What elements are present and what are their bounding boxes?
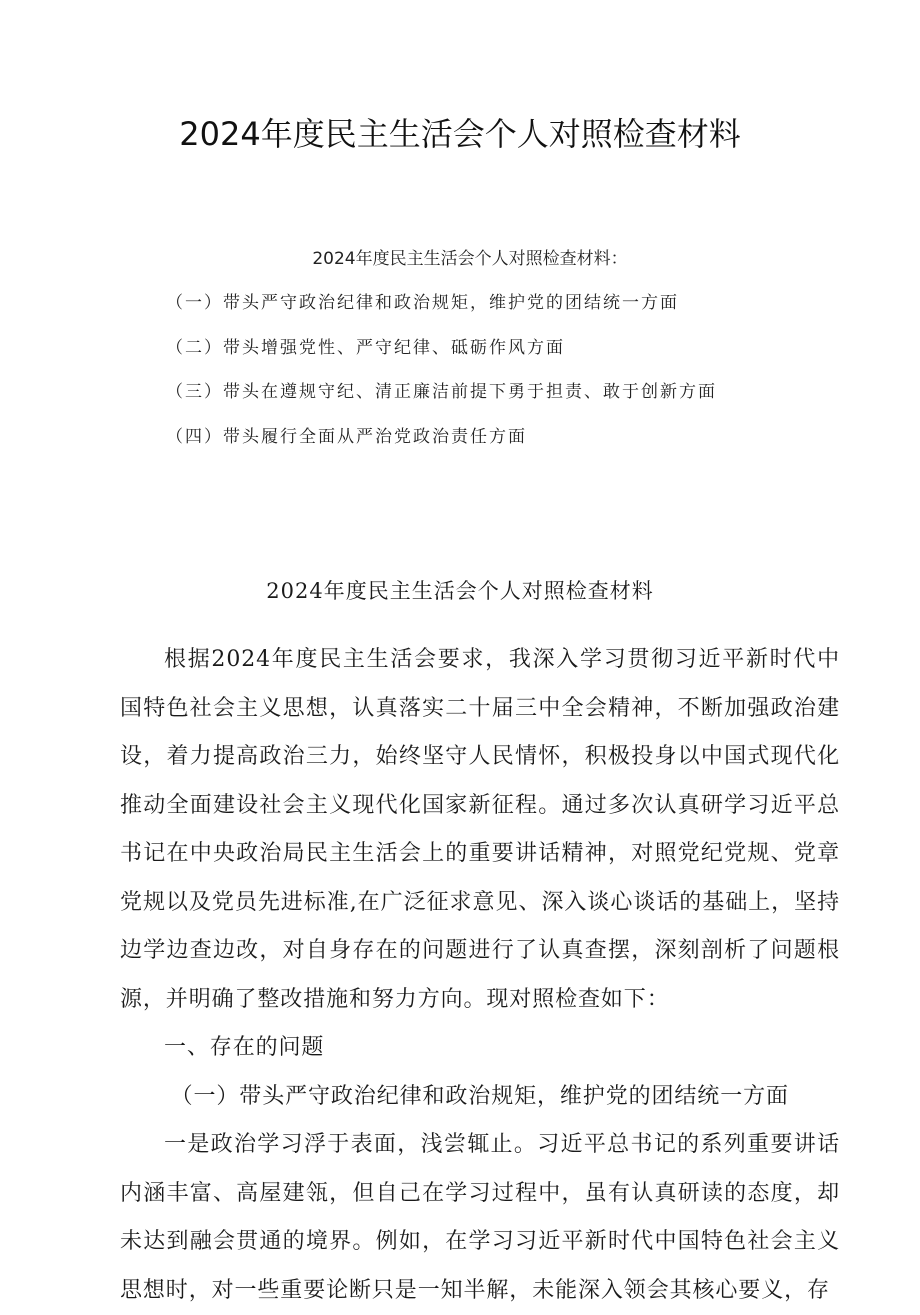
subsection-heading: （一）带头严守政治纪律和政治规矩，维护党的团结统一方面: [170, 1083, 789, 1109]
section-title: 2024年度民主生活会个人对照检查材料: [266, 579, 654, 603]
toc-heading: 2024年度民主生活会个人对照检查材料：: [312, 249, 628, 269]
toc-item: （二）带头增强党性、严守纪律、砥砺作风方面: [166, 338, 565, 358]
table-of-contents: [0, 244, 920, 447]
toc-item: （一）带头严守政治纪律和政治规矩，维护党的团结统一方面: [166, 293, 679, 313]
toc-item: （三）带头在遵规守纪、清正廉洁前提下勇于担责、敢于创新方面: [166, 382, 717, 402]
toc-item: （四）带头履行全面从严治党政治责任方面: [166, 427, 527, 447]
paragraph: 一是政治学习浮于表面，浅尝辄止。习近平总书记的系列重要讲话内涵丰富、高屋建瓴，但自己在学习过程中，虽有认真研读的态度，却未达到融会贯通的境界。例如，在学习习近平新时代中国特色社会主义思想时，对一些重要论断只是一知半解，未能深入领会其核心要义，存: [120, 1132, 840, 1303]
document-title: 2024年度民主生活会个人对照检查材料: [179, 115, 741, 153]
section-heading: 一、存在的问题: [164, 1035, 325, 1060]
intro-paragraph: 根据2024年度民主生活会要求，我深入学习贯彻习近平新时代中国特色社会主义思想，认真落实二十届三中全会精神，不断加强政治建设，着力提高政治三力，始终坚守人民情怀，积极投身以中国式现代化推动全面建设社会主义现代化国家新征程。通过多次认真研学习近平总书记在中央政治局民主生活会上的重要讲话精神，对照党纪党规、党章党规以及党员先进标准,在广泛征求意见、深入谈心谈话的基础上，坚持边学边查边改，对自身存在的问题进行了认真查摆，深刻剖析了问题根源，并明确了整改措施和努力方向。现对照检查如下：: [120, 647, 840, 1012]
body-text: [120, 636, 840, 1315]
